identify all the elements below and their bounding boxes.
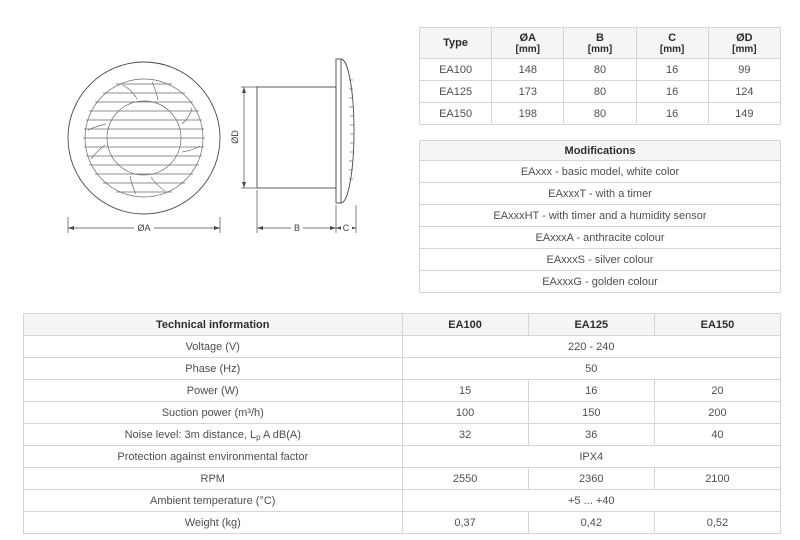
- mods-row: [420, 271, 781, 293]
- dim-label-a: ØA: [137, 223, 151, 233]
- mods-row: [420, 249, 781, 271]
- dims-cell: 80: [564, 81, 636, 103]
- tech-row-rpm: [24, 468, 781, 490]
- tech-value-cell: 150: [528, 402, 654, 424]
- technical-drawing: [0, 0, 420, 310]
- tech-row-label: Weight (kg): [24, 512, 403, 534]
- grille-louvers: [83, 84, 205, 192]
- mods-title: Modifications: [420, 141, 781, 161]
- dims-cell: 198: [492, 103, 564, 125]
- tech-row-ambient: [24, 490, 781, 512]
- mods-row: [420, 161, 781, 183]
- tech-value-cell: 2100: [654, 468, 780, 490]
- mods-row: [420, 183, 781, 205]
- fan-front-view: [68, 62, 220, 233]
- tech-row-power: [24, 380, 781, 402]
- tech-row-label: [24, 424, 403, 446]
- dims-header-row: [420, 28, 781, 59]
- tech-row-label: Power (W): [24, 380, 403, 402]
- tech-row-suction: [24, 402, 781, 424]
- tech-col-ea125: EA125: [528, 314, 654, 336]
- tech-value-cell: 0,52: [654, 512, 780, 534]
- dimension-d: [230, 87, 257, 188]
- tech-span-value: +5 ... +40: [402, 490, 781, 512]
- dims-header-oa: ØA [mm]: [492, 28, 564, 59]
- mods-header-row: [420, 141, 781, 161]
- dims-row-ea125: [420, 81, 781, 103]
- mods-cell: EAxxxHT - with timer and a humidity sensor: [420, 205, 781, 227]
- dims-cell: EA100: [420, 59, 492, 81]
- tech-row-label: Phase (Hz): [24, 358, 403, 380]
- tech-header-row: [24, 314, 781, 336]
- mods-cell: EAxxxT - with a timer: [420, 183, 781, 205]
- technical-info-table: [23, 313, 781, 534]
- tech-value-cell: 0,42: [528, 512, 654, 534]
- tech-value-cell: 40: [654, 424, 780, 446]
- tech-row-protection: [24, 446, 781, 468]
- tech-span-value: IPX4: [402, 446, 781, 468]
- tech-row-noise: [24, 424, 781, 446]
- tech-value-cell: 0,37: [402, 512, 528, 534]
- dims-header-c: C [mm]: [636, 28, 708, 59]
- mods-cell: EAxxx - basic model, white color: [420, 161, 781, 183]
- dim-label-d: ØD: [230, 130, 240, 144]
- dims-cell: EA125: [420, 81, 492, 103]
- mods-cell: EAxxxG - golden colour: [420, 271, 781, 293]
- dims-header-type: Type: [420, 28, 492, 59]
- mods-cell: EAxxxA - anthracite colour: [420, 227, 781, 249]
- tech-row-label: Voltage (V): [24, 336, 403, 358]
- modifications-table: [419, 140, 781, 293]
- dimension-a: [68, 217, 220, 233]
- dims-cell: EA150: [420, 103, 492, 125]
- tech-value-cell: 16: [528, 380, 654, 402]
- noise-label-pre: Noise level: 3m distance, L: [124, 428, 257, 441]
- tech-value-cell: 36: [528, 424, 654, 446]
- tech-value-cell: 20: [654, 380, 780, 402]
- dims-header-od: ØD [mm]: [708, 28, 780, 59]
- tech-value-cell: 100: [402, 402, 528, 424]
- dims-cell: 80: [564, 59, 636, 81]
- dimensions-table: [419, 27, 781, 125]
- dims-cell: 124: [708, 81, 780, 103]
- tech-value-cell: 2550: [402, 468, 528, 490]
- dims-cell: 16: [636, 59, 708, 81]
- tech-value-cell: 15: [402, 380, 528, 402]
- dims-cell: 16: [636, 103, 708, 125]
- tech-col-ea100: EA100: [402, 314, 528, 336]
- louver-edge-ticks: [349, 80, 354, 179]
- dims-cell: 149: [708, 103, 780, 125]
- dims-cell: 16: [636, 81, 708, 103]
- tech-value-cell: 200: [654, 402, 780, 424]
- tech-span-value: 50: [402, 358, 781, 380]
- tech-value-cell: 2360: [528, 468, 654, 490]
- dims-header-b: B [mm]: [564, 28, 636, 59]
- tech-row-label: Suction power (m³/h): [24, 402, 403, 424]
- dim-label-b: B: [293, 223, 301, 233]
- mods-row: [420, 205, 781, 227]
- dims-row-ea150: [420, 103, 781, 125]
- tech-col-ea150: EA150: [654, 314, 780, 336]
- dim-label-c: C: [342, 223, 350, 233]
- tech-span-value: 220 - 240: [402, 336, 781, 358]
- tech-row-weight: [24, 512, 781, 534]
- tech-title: Technical information: [24, 314, 403, 336]
- tech-row-phase: [24, 358, 781, 380]
- noise-label-sub: p: [256, 432, 261, 442]
- noise-label-post: A dB(A): [260, 428, 301, 441]
- dims-cell: 80: [564, 103, 636, 125]
- tech-row-voltage: [24, 336, 781, 358]
- tech-value-cell: 32: [402, 424, 528, 446]
- tech-row-label: RPM: [24, 468, 403, 490]
- tech-row-label: Protection against environmental factor: [24, 446, 403, 468]
- mods-cell: EAxxxS - silver colour: [420, 249, 781, 271]
- dims-cell: 148: [492, 59, 564, 81]
- dims-row-ea100: [420, 59, 781, 81]
- fan-side-view: [230, 59, 356, 233]
- tech-row-label: Ambient temperature (°C): [24, 490, 403, 512]
- dims-cell: 99: [708, 59, 780, 81]
- mods-row: [420, 227, 781, 249]
- dims-cell: 173: [492, 81, 564, 103]
